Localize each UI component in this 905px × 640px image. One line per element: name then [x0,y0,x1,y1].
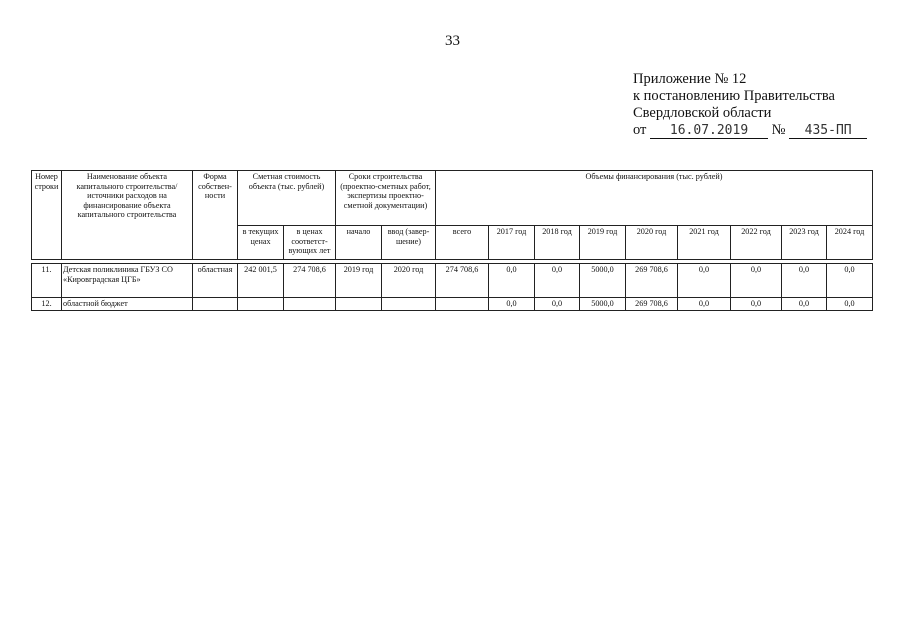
cell-current-prices: 242 001,5 [238,264,284,298]
from-label: от [633,122,647,138]
appendix-block [633,71,893,139]
cell-object-name: областной бюджет [62,298,193,311]
cell-2019: 5000,0 [580,298,626,311]
cell-2017: 0,0 [489,298,535,311]
header-2024: 2024 год [827,226,873,260]
cell-2020: 269 708,6 [626,264,678,298]
cell-2018: 0,0 [535,298,580,311]
header-current-prices: в текущих ценах [238,226,284,260]
cell-row-number: 12. [32,298,62,311]
cell-total [436,298,489,311]
cell-2020: 269 708,6 [626,298,678,311]
cell-total: 274 708,6 [436,264,489,298]
cell-2023: 0,0 [782,298,827,311]
cell-2021: 0,0 [678,298,731,311]
cell-2024: 0,0 [827,264,873,298]
header-financing-volume: Объемы финансирования (тыс. рублей) [436,171,873,226]
cell-corresponding-prices [284,298,336,311]
table-row [32,264,873,298]
cell-row-number: 11. [32,264,62,298]
appendix-resolution: к постановлению Правительства [633,88,835,104]
page-number: 33 [445,33,460,49]
resolution-date: 16.07.2019 [650,123,768,139]
table-row [32,298,873,311]
header-2022: 2022 год [731,226,782,260]
cell-current-prices [238,298,284,311]
cell-2022: 0,0 [731,298,782,311]
financing-table [31,170,873,311]
header-total: всего [436,226,489,260]
cell-2018: 0,0 [535,264,580,298]
header-row-main [32,171,873,226]
header-2017: 2017 год [489,226,535,260]
cell-2022: 0,0 [731,264,782,298]
header-row-number: Номер строки [32,171,62,260]
appendix-region: Свердловской области [633,105,772,121]
header-2019: 2019 год [580,226,626,260]
cell-2024: 0,0 [827,298,873,311]
header-2020: 2020 год [626,226,678,260]
header-corresponding-prices: в ценах соответст-вующих лет [284,226,336,260]
number-label: № [771,122,786,138]
cell-2017: 0,0 [489,264,535,298]
cell-2023: 0,0 [782,264,827,298]
cell-start [336,298,382,311]
header-start: начало [336,226,382,260]
cell-commissioning: 2020 год [382,264,436,298]
cell-corresponding-prices: 274 708,6 [284,264,336,298]
cell-commissioning [382,298,436,311]
cell-start: 2019 год [336,264,382,298]
appendix-date-line [633,122,893,139]
header-2018: 2018 год [535,226,580,260]
cell-2021: 0,0 [678,264,731,298]
cell-ownership: областная [193,264,238,298]
header-2021: 2021 год [678,226,731,260]
cell-2019: 5000,0 [580,264,626,298]
header-ownership: Форма собствен-ности [193,171,238,260]
header-object-name: Наименование объекта капитального строительства/ источники расходов на финансирование объекта капитального строительства [62,171,193,260]
header-commissioning: ввод (завер-шение) [382,226,436,260]
cell-ownership [193,298,238,311]
header-construction-terms: Сроки строительства (проектно-сметных работ, экспертизы проектно-сметной документации) [336,171,436,226]
appendix-title: Приложение № 12 [633,71,747,87]
resolution-number: 435-ПП [789,123,867,139]
header-estimated-cost: Сметная стоимость объекта (тыс. рублей) [238,171,336,226]
cell-object-name: Детская поликлиника ГБУЗ СО «Кировградская ЦГБ» [62,264,193,298]
header-2023: 2023 год [782,226,827,260]
